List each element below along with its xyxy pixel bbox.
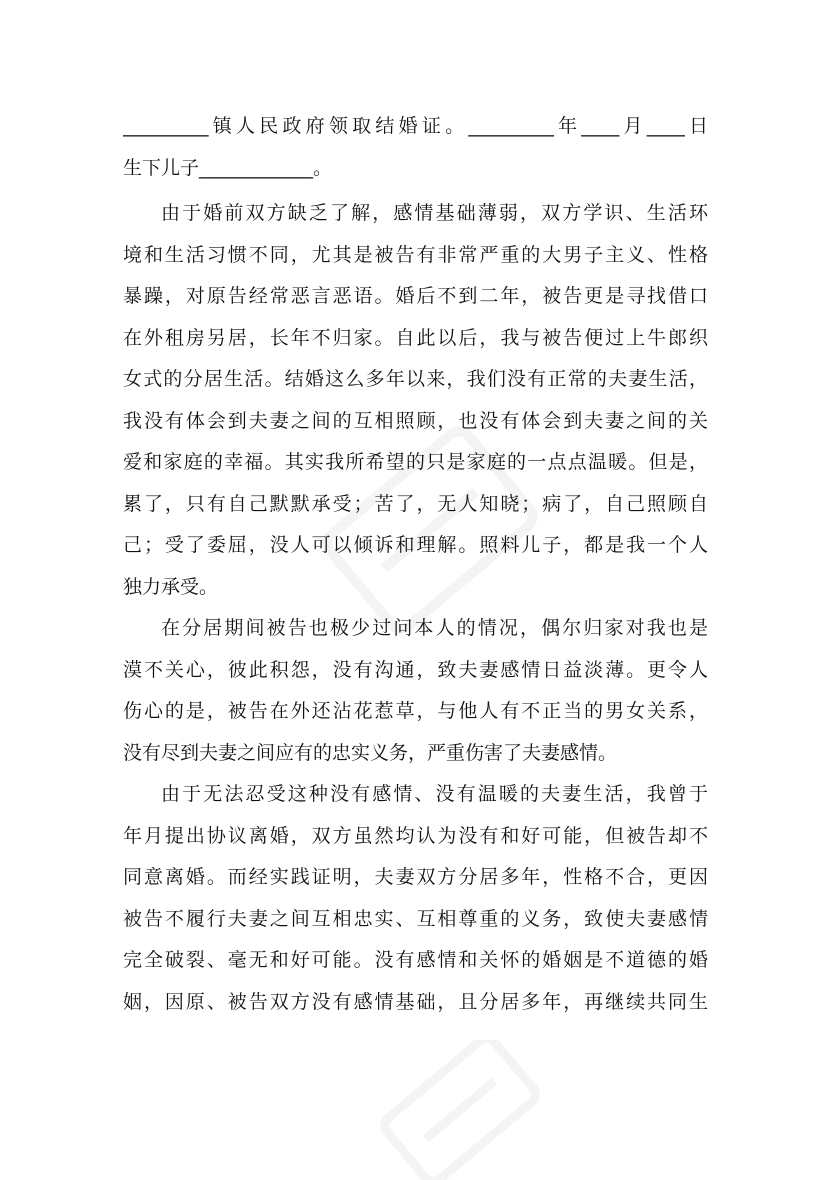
text-line: 漠不关心，彼此积怨，没有沟通，致夫妻感情日益淡薄。更令人 [123, 658, 708, 681]
text-line: 在外租房另居，长年不归家。自此以后，我与被告便过上牛郎织 [123, 326, 708, 349]
text-line: 在分居期间被告也极少过问本人的情况，偶尔归家对我也是 [161, 617, 708, 639]
text-line: 独力承受。 [123, 575, 219, 598]
text-line: 由于婚前双方缺乏了解，感情基础薄弱，双方学识、生活环 [161, 202, 708, 224]
text-line: 没有尽到夫妻之间应有的忠实义务，严重伤害了夫妻感情。 [123, 741, 618, 764]
text-line: 伤心的是，被告在外还沾花惹草，与他人有不正当的男女关系， [123, 700, 708, 722]
text-line: _________镇人民政府领取结婚证。_________年____月____日 [123, 115, 708, 137]
text-line: 女式的分居生活。结婚这么多年以来，我们没有正常的夫妻生活， [123, 368, 708, 390]
text-line: 完全破裂、毫无和好可能。没有感情和关怀的婚姻是不道德的婚 [123, 949, 708, 971]
document-body [123, 106, 708, 1023]
text-line: 年月提出协议离婚，双方虽然均认为没有和好可能，但被告却不 [123, 824, 708, 847]
text-line: 由于无法忍受这种没有感情、没有温暖的夫妻生活，我曾于 [161, 783, 708, 805]
text-line: 我没有体会到夫妻之间的互相照顾，也没有体会到夫妻之间的关 [123, 409, 708, 432]
text-line: 被告不履行夫妻之间互相忠实、互相尊重的义务，致使夫妻感情 [123, 907, 708, 930]
text-line: 同意离婚。而经实践证明，夫妻双方分居多年，性格不合，更因 [123, 866, 708, 888]
watermark-logo-icon [360, 1040, 560, 1180]
text-line: 境和生活习惯不同，尤其是被告有非常严重的大男子主义、性格 [123, 243, 708, 266]
text-line: 暴躁，对原告经常恶言恶语。婚后不到二年，被告更是寻找借口 [123, 285, 708, 307]
text-line: 爱和家庭的幸福。其实我所希望的只是家庭的一点点温暖。但是， [123, 451, 708, 473]
text-line: 生下儿子____________。 [123, 156, 333, 179]
text-line: 累了，只有自己默默承受；苦了，无人知晓；病了，自己照顾自 [123, 492, 708, 515]
text-line: 姻，因原、被告双方没有感情基础，且分居多年，再继续共同生 [123, 990, 708, 1013]
text-line: 己；受了委屈，没人可以倾诉和理解。照料儿子，都是我一个人 [123, 534, 708, 556]
